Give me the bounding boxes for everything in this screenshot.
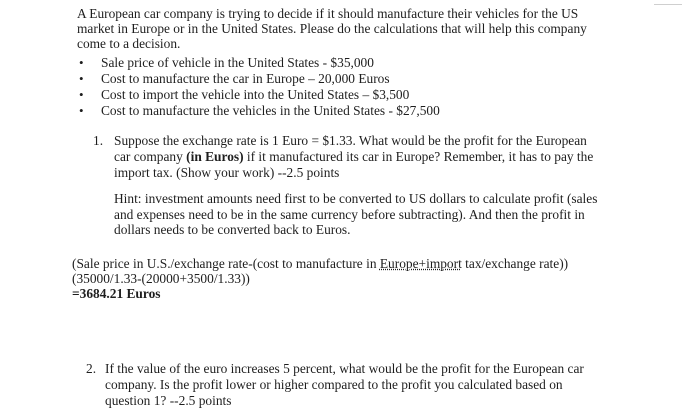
question-2-number: 2. bbox=[86, 361, 97, 376]
question-1-text: car company bbox=[114, 149, 187, 164]
question-2-line-3: question 1? --2.5 points bbox=[105, 393, 232, 408]
bullet-item: Cost to import the vehicle into the United States – $3,500 bbox=[101, 87, 410, 102]
intro-line-2: market in Europe or in the United States. Please do the calculations that will help this company bbox=[77, 21, 587, 36]
hint-line-3: dollars needs to be converted back to Euros. bbox=[114, 222, 351, 237]
answer-result: =3684.21 Euros bbox=[72, 286, 161, 301]
answer-text: (Sale price in U.S./exchange rate-(cost to manufacture in bbox=[72, 256, 380, 271]
answer-underlined-text: Europe+import bbox=[379, 256, 462, 271]
bullet-item: Cost to manufacture the car in Europe – 20,000 Euros bbox=[101, 71, 390, 86]
question-1-line-2 bbox=[114, 149, 593, 164]
hint-line-2: and expenses need to be in the same currency before subtracting). And then the profit in bbox=[114, 207, 585, 222]
intro-line-1: A European car company is trying to decide if it should manufacture their vehicles for the US bbox=[77, 6, 579, 21]
bullet-item: Cost to manufacture the vehicles in the United States - $27,500 bbox=[101, 103, 440, 118]
question-1-text: if it manufactured its car in Europe? Remember, it has to pay the bbox=[243, 149, 594, 164]
bullet-dot: • bbox=[79, 87, 84, 102]
question-1-number: 1. bbox=[93, 133, 104, 148]
corner-mark bbox=[654, 0, 682, 5]
answer-text: tax/exchange rate)) bbox=[461, 256, 569, 271]
hint-line-1: Hint: investment amounts need first to be converted to US dollars to calculate profit (sales bbox=[114, 191, 598, 206]
question-2-line-2: company. Is the profit lower or higher compared to the profit you calculated based on bbox=[105, 377, 563, 392]
answer-line-1 bbox=[72, 256, 568, 271]
bullet-dot: • bbox=[79, 71, 84, 86]
question-1-bold-in-euros: (in Euros) bbox=[186, 149, 244, 164]
intro-line-3: come to a decision. bbox=[77, 36, 181, 51]
bullet-item: Sale price of vehicle in the United States - $35,000 bbox=[101, 55, 374, 70]
bullet-dot: • bbox=[79, 103, 84, 118]
question-1-line-1: Suppose the exchange rate is 1 Euro = $1.33. What would be the profit for the European bbox=[114, 133, 587, 148]
question-1-line-3: import tax. (Show your work) --2.5 points bbox=[114, 165, 340, 180]
question-2-line-1: If the value of the euro increases 5 percent, what would be the profit for the European car bbox=[105, 361, 584, 376]
bullet-dot: • bbox=[79, 55, 84, 70]
answer-line-2: (35000/1.33-(20000+3500/1.33)) bbox=[72, 271, 250, 286]
